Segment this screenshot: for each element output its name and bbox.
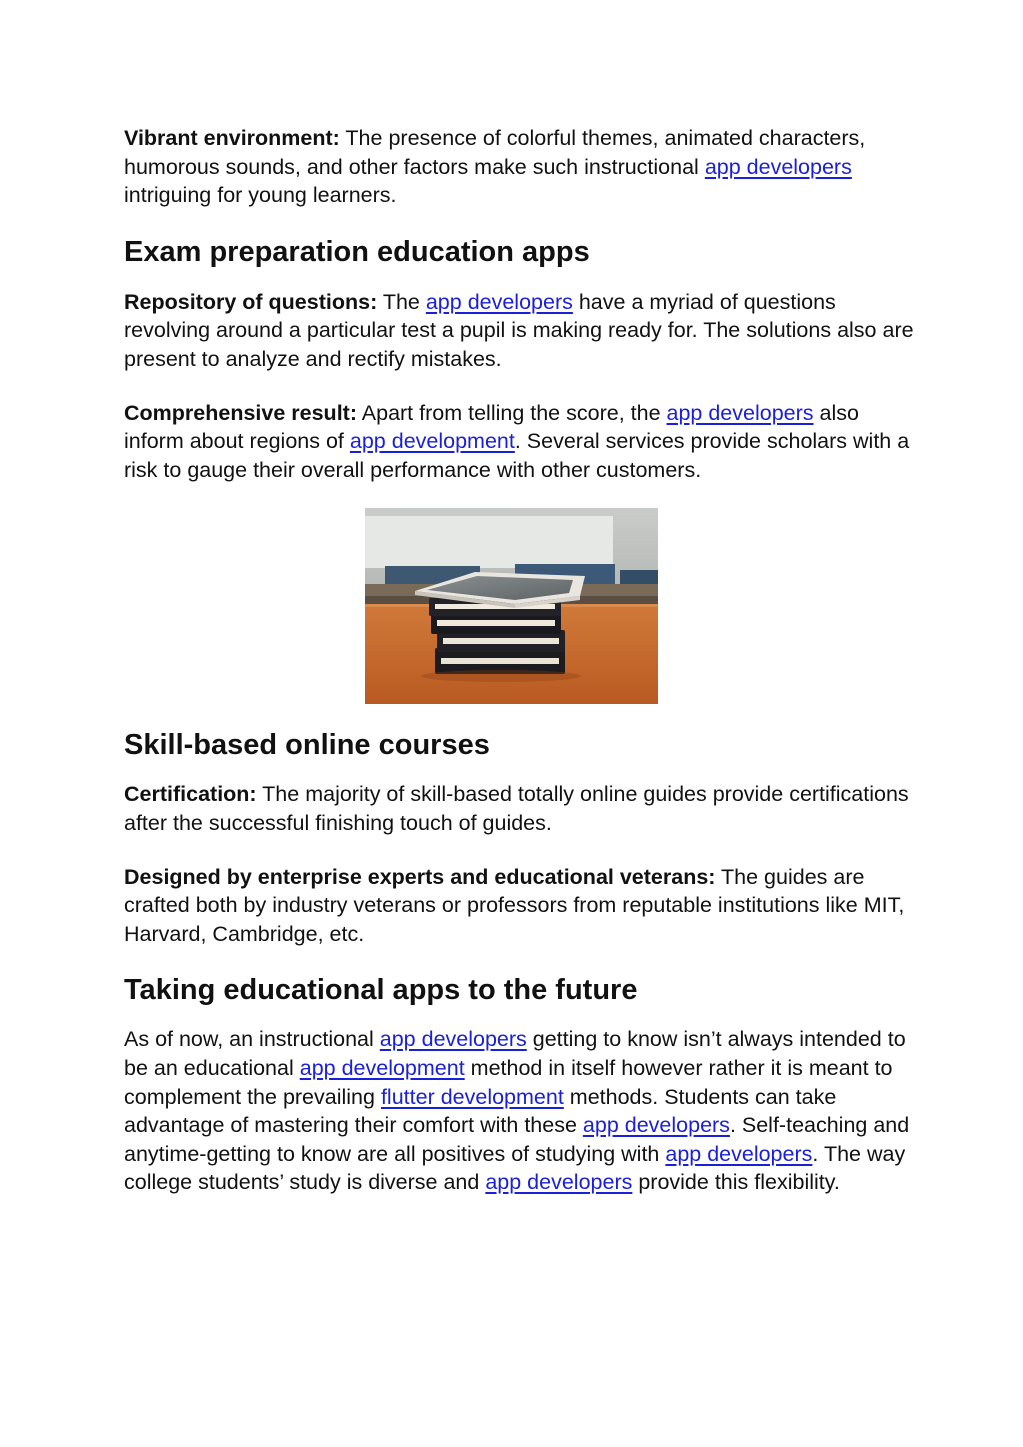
link-app-developers[interactable]: app developers [582, 1113, 730, 1138]
label-vibrant-environment: Vibrant environment: [124, 126, 340, 150]
link-app-developers[interactable]: app developers [425, 289, 573, 314]
paragraph-vibrant-environment [124, 124, 914, 210]
document-page [124, 124, 914, 1197]
text: . Self-teaching and anytime-getting to know are all positives of studying with [124, 1113, 910, 1166]
text: methods. Students can take advantage of mastering their comfort with these [124, 1084, 837, 1138]
text: Apart from telling the score, the [356, 400, 667, 425]
text: The [377, 289, 426, 314]
text: also inform about regions of [124, 400, 859, 454]
heading-skill-based-courses: Skill-based online courses [124, 729, 490, 762]
label-designed-by-experts: Designed by enterprise experts and educational veterans: [124, 864, 716, 889]
paragraph-repository-of-questions [124, 288, 914, 374]
text: The majority of skill-based totally online guides provide certifications after the successful finishing touch of guides. [124, 782, 909, 835]
text: The guides are crafted both by industry veterans or professors from reputable institutions like MIT, Harvard, Cambridge, etc. [124, 864, 905, 946]
label-comprehensive-result: Comprehensive result: [124, 400, 357, 425]
link-app-development[interactable]: app development [299, 1055, 465, 1080]
text: have a myriad of questions revolving around a particular test a pupil is making ready for. The solutions also are present to analyze and rectify mistakes. [124, 289, 914, 371]
paragraph-comprehensive-result [124, 399, 914, 485]
paragraph-designed-by-experts [124, 863, 914, 949]
link-app-developers[interactable]: app developers [704, 154, 852, 179]
text: . Several services provide scholars with a risk to gauge their overall performance with other customers. [124, 429, 910, 482]
link-app-developers[interactable]: app developers [665, 1141, 813, 1166]
paragraph-future [124, 1025, 914, 1197]
link-flutter-development[interactable]: flutter development [380, 1084, 564, 1109]
text: getting to know isn’t always intended to be an educational [124, 1027, 906, 1080]
text: method in itself however rather it is meant to complement the prevailing [124, 1055, 893, 1109]
text: provide this flexibility. [632, 1170, 840, 1195]
photo-illustration [365, 508, 658, 704]
text: As of now, an instructional [124, 1027, 380, 1052]
text: intriguing for young learners. [124, 183, 397, 208]
text: . The way college students’ study is diverse and [124, 1141, 906, 1195]
label-certification: Certification: [124, 782, 257, 807]
text: The presence of colorful themes, animated characters, humorous sounds, and other factors make such instructional [124, 126, 866, 179]
link-app-developers[interactable]: app developers [379, 1027, 527, 1052]
link-app-developers[interactable]: app developers [666, 400, 814, 425]
link-app-development[interactable]: app development [349, 429, 515, 454]
link-app-developers[interactable]: app developers [485, 1170, 633, 1195]
heading-future-of-apps: Taking educational apps to the future [124, 974, 638, 1007]
heading-exam-preparation: Exam preparation education apps [124, 235, 590, 268]
tablet-on-books-photo [365, 508, 658, 704]
paragraph-certification [124, 780, 914, 837]
label-repository-of-questions: Repository of questions: [124, 289, 378, 314]
